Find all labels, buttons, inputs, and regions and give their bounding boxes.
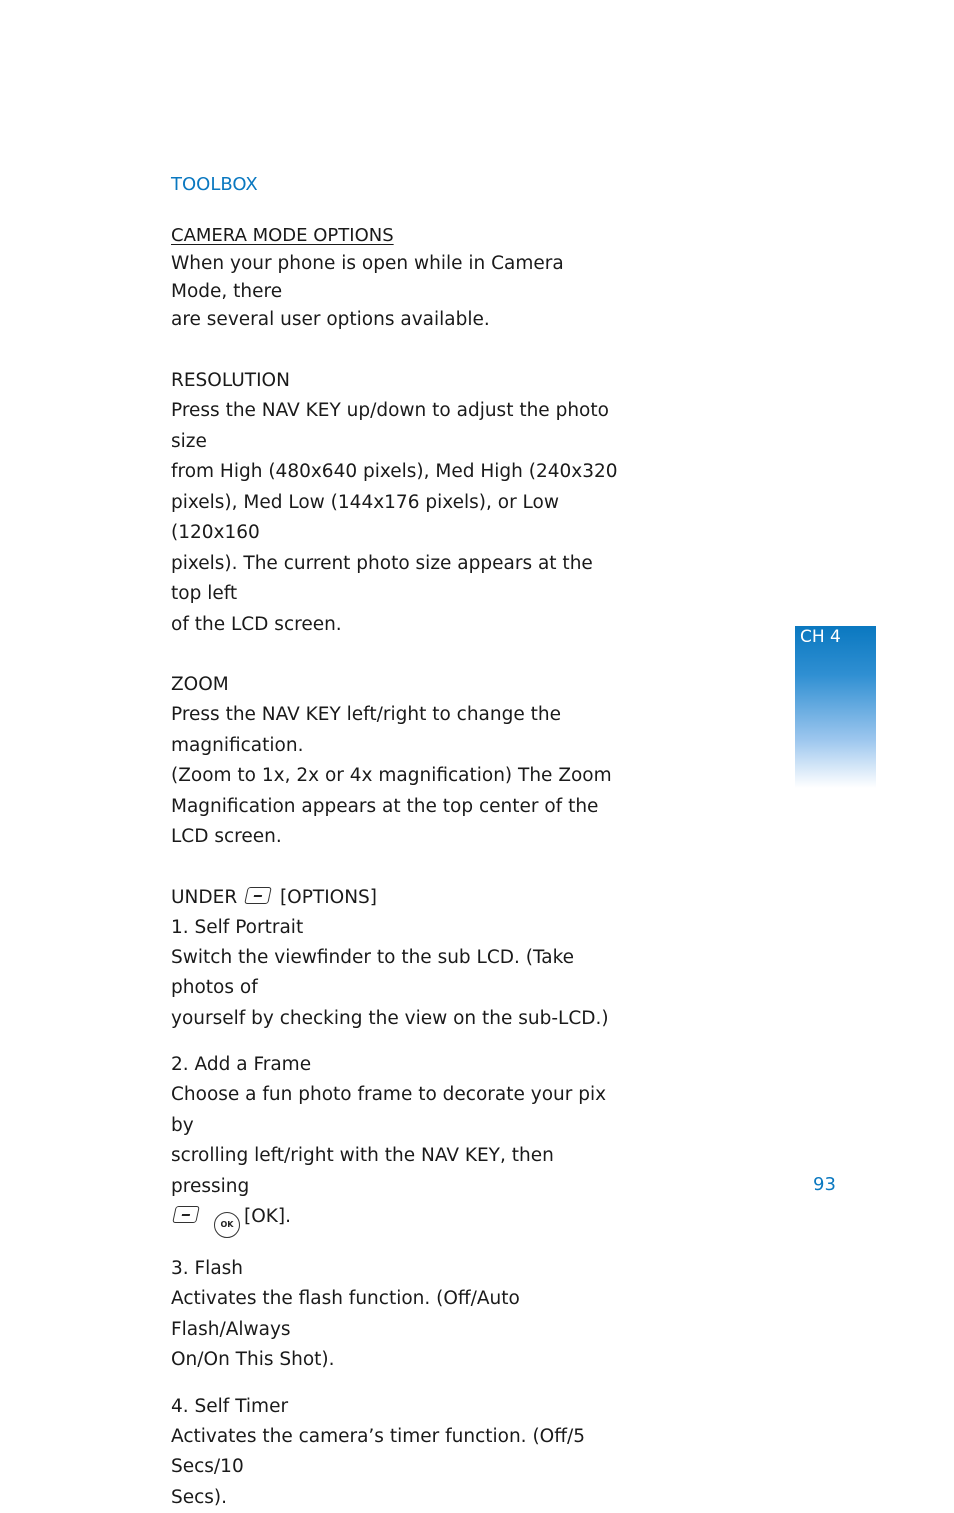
- chapter-tab-label: CH 4: [800, 627, 841, 647]
- item-title: 2. Add a Frame: [171, 1054, 312, 1075]
- zoom-line: Magnification appears at the top center of the LCD screen.: [171, 795, 599, 847]
- ok-key-icon: OK: [214, 1212, 240, 1238]
- item-paragraph: [171, 943, 621, 1035]
- item-title: 3. Flash: [171, 1258, 244, 1280]
- soft-key-icon: [172, 1206, 200, 1223]
- chapter-tab: [795, 626, 876, 788]
- resolution-line: from High (480x640 pixels), Med High (240x320: [171, 461, 618, 482]
- zoom-line: Press the NAV KEY left/right to change the magnification.: [171, 704, 561, 756]
- item-line: yourself by checking the view on the sub-LCD.): [171, 1007, 609, 1029]
- resolution-line: pixels), Med Low (144x176 pixels), or Low (120x160: [171, 491, 559, 543]
- intro-line: are several user options available.: [171, 309, 490, 330]
- item-line: Switch the viewfinder to the sub LCD. (Take photos of: [171, 946, 575, 998]
- item-line: Activates the camera’s timer function. (Off/5 Secs/10: [171, 1425, 585, 1478]
- item-line: On/On This Shot).: [171, 1349, 335, 1371]
- zoom-title: ZOOM: [171, 674, 229, 695]
- page-content: [171, 172, 621, 1513]
- under-suffix: [OPTIONS]: [279, 886, 378, 908]
- under-prefix: UNDER: [171, 886, 238, 908]
- item-paragraph: [171, 1422, 621, 1513]
- item-title: 1. Self Portrait: [171, 916, 304, 938]
- soft-key-icon: [244, 887, 272, 904]
- ok-suffix: [OK].: [244, 1206, 292, 1227]
- resolution-line: Press the NAV KEY up/down to adjust the photo size: [171, 400, 609, 452]
- intro-line: When your phone is open while in Camera Mode, there: [171, 253, 564, 302]
- section-heading: CAMERA MODE OPTIONS: [171, 225, 394, 246]
- page-number: 93: [813, 1174, 836, 1195]
- item-line: Choose a fun photo frame to decorate your pix by: [171, 1084, 607, 1136]
- item-line: Secs).: [171, 1486, 228, 1508]
- resolution-line: pixels). The current photo size appears at the top left: [171, 552, 593, 604]
- item-paragraph: [171, 1284, 621, 1376]
- resolution-paragraph: [171, 396, 621, 640]
- key-line: [171, 1202, 621, 1238]
- item-line: scrolling left/right with the NAV KEY, then pressing: [171, 1145, 554, 1197]
- item-paragraph: [171, 1080, 621, 1238]
- under-options-line: [171, 883, 621, 913]
- intro-paragraph: [171, 250, 621, 334]
- item-title: 4. Self Timer: [171, 1395, 289, 1417]
- section-label: TOOLBOX: [171, 174, 258, 195]
- item-line: Activates the flash function. (Off/Auto Flash/Always: [171, 1288, 520, 1340]
- resolution-title: RESOLUTION: [171, 370, 290, 391]
- resolution-line: of the LCD screen.: [171, 613, 342, 635]
- zoom-line: (Zoom to 1x, 2x or 4x magnification) The Zoom: [171, 765, 612, 786]
- zoom-paragraph: [171, 700, 621, 853]
